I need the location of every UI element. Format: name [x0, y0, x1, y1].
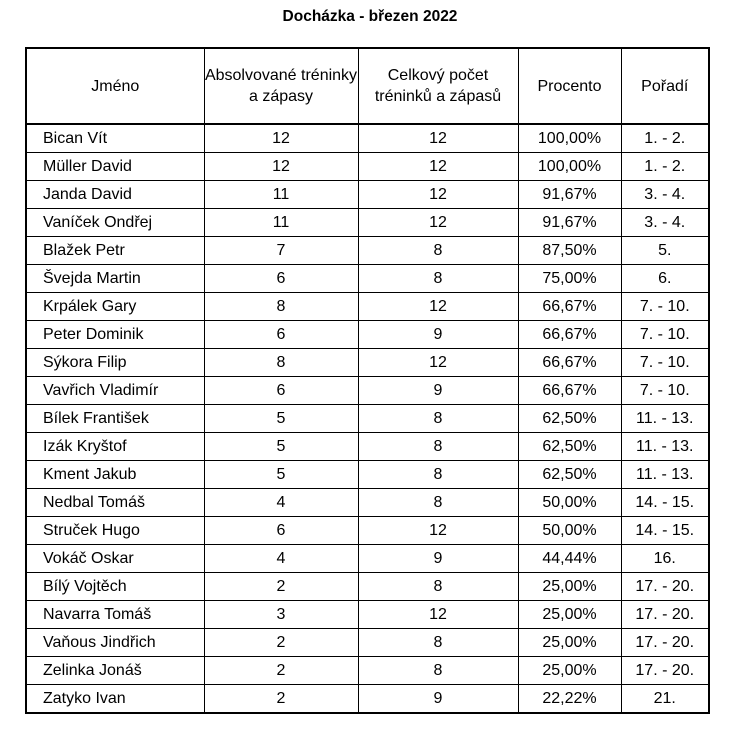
cell-rank: 17. - 20. [621, 629, 709, 657]
table-body [26, 124, 709, 713]
cell-percent: 25,00% [518, 573, 621, 601]
cell-total: 12 [358, 124, 518, 153]
cell-percent: 62,50% [518, 433, 621, 461]
cell-attended: 11 [204, 181, 358, 209]
cell-name: Müller David [26, 153, 204, 181]
page-title: Docházka - březen 2022 [282, 8, 458, 25]
table-row [26, 237, 709, 265]
cell-name: Krpálek Gary [26, 293, 204, 321]
cell-name: Vaňous Jindřich [26, 629, 204, 657]
cell-attended: 12 [204, 124, 358, 153]
header-total: Celkový počet tréninků a zápasů [358, 48, 518, 124]
cell-total: 8 [358, 629, 518, 657]
cell-rank: 7. - 10. [621, 293, 709, 321]
cell-rank: 11. - 13. [621, 433, 709, 461]
cell-total: 8 [358, 433, 518, 461]
cell-percent: 87,50% [518, 237, 621, 265]
cell-rank: 5. [621, 237, 709, 265]
table-row [26, 657, 709, 685]
cell-rank: 11. - 13. [621, 461, 709, 489]
header-attended: Absolvované tréninky a zápasy [204, 48, 358, 124]
cell-percent: 91,67% [518, 209, 621, 237]
cell-name: Sýkora Filip [26, 349, 204, 377]
cell-name: Švejda Martin [26, 265, 204, 293]
table-row [26, 293, 709, 321]
cell-total: 8 [358, 657, 518, 685]
header-percent: Procento [518, 48, 621, 124]
cell-name: Vokáč Oskar [26, 545, 204, 573]
cell-total: 12 [358, 349, 518, 377]
cell-attended: 3 [204, 601, 358, 629]
cell-attended: 8 [204, 349, 358, 377]
table-row [26, 153, 709, 181]
cell-total: 8 [358, 573, 518, 601]
cell-name: Bican Vít [26, 124, 204, 153]
cell-attended: 8 [204, 293, 358, 321]
table-row [26, 265, 709, 293]
cell-name: Struček Hugo [26, 517, 204, 545]
cell-rank: 7. - 10. [621, 321, 709, 349]
cell-attended: 6 [204, 517, 358, 545]
table-row [26, 349, 709, 377]
cell-rank: 3. - 4. [621, 209, 709, 237]
cell-attended: 5 [204, 405, 358, 433]
header-rank: Pořadí [621, 48, 709, 124]
cell-rank: 16. [621, 545, 709, 573]
table-row [26, 209, 709, 237]
cell-name: Kment Jakub [26, 461, 204, 489]
cell-attended: 6 [204, 321, 358, 349]
cell-total: 9 [358, 321, 518, 349]
cell-name: Nedbal Tomáš [26, 489, 204, 517]
cell-total: 12 [358, 209, 518, 237]
table-row [26, 601, 709, 629]
header-row [26, 48, 709, 124]
table-row [26, 517, 709, 545]
cell-total: 9 [358, 545, 518, 573]
cell-total: 8 [358, 237, 518, 265]
cell-attended: 4 [204, 545, 358, 573]
cell-percent: 100,00% [518, 124, 621, 153]
cell-percent: 66,67% [518, 377, 621, 405]
cell-percent: 100,00% [518, 153, 621, 181]
cell-rank: 7. - 10. [621, 349, 709, 377]
cell-rank: 21. [621, 685, 709, 714]
cell-total: 9 [358, 685, 518, 714]
cell-attended: 2 [204, 573, 358, 601]
cell-attended: 6 [204, 265, 358, 293]
cell-name: Peter Dominik [26, 321, 204, 349]
table-row [26, 433, 709, 461]
cell-name: Janda David [26, 181, 204, 209]
cell-total: 9 [358, 377, 518, 405]
cell-percent: 25,00% [518, 601, 621, 629]
cell-total: 12 [358, 601, 518, 629]
cell-rank: 14. - 15. [621, 517, 709, 545]
cell-rank: 7. - 10. [621, 377, 709, 405]
cell-rank: 1. - 2. [621, 153, 709, 181]
cell-rank: 14. - 15. [621, 489, 709, 517]
cell-percent: 66,67% [518, 349, 621, 377]
cell-percent: 44,44% [518, 545, 621, 573]
cell-attended: 7 [204, 237, 358, 265]
cell-name: Blažek Petr [26, 237, 204, 265]
cell-name: Bílek František [26, 405, 204, 433]
table-row [26, 124, 709, 153]
cell-total: 8 [358, 461, 518, 489]
cell-percent: 75,00% [518, 265, 621, 293]
cell-percent: 66,67% [518, 293, 621, 321]
cell-rank: 1. - 2. [621, 124, 709, 153]
cell-name: Izák Kryštof [26, 433, 204, 461]
cell-rank: 6. [621, 265, 709, 293]
table-row [26, 321, 709, 349]
table-row [26, 405, 709, 433]
table-row [26, 629, 709, 657]
cell-percent: 66,67% [518, 321, 621, 349]
cell-total: 8 [358, 489, 518, 517]
cell-attended: 12 [204, 153, 358, 181]
attendance-table [25, 47, 710, 714]
cell-name: Zatyko Ivan [26, 685, 204, 714]
cell-percent: 50,00% [518, 517, 621, 545]
table-row [26, 461, 709, 489]
cell-total: 8 [358, 405, 518, 433]
cell-name: Navarra Tomáš [26, 601, 204, 629]
table-row [26, 489, 709, 517]
cell-rank: 11. - 13. [621, 405, 709, 433]
table-row [26, 377, 709, 405]
cell-total: 12 [358, 153, 518, 181]
cell-attended: 4 [204, 489, 358, 517]
cell-total: 12 [358, 293, 518, 321]
cell-total: 8 [358, 265, 518, 293]
cell-percent: 91,67% [518, 181, 621, 209]
cell-rank: 17. - 20. [621, 573, 709, 601]
cell-name: Bílý Vojtěch [26, 573, 204, 601]
header-name: Jméno [26, 48, 204, 124]
cell-percent: 50,00% [518, 489, 621, 517]
cell-percent: 25,00% [518, 629, 621, 657]
cell-percent: 62,50% [518, 405, 621, 433]
cell-attended: 5 [204, 433, 358, 461]
cell-name: Zelinka Jonáš [26, 657, 204, 685]
cell-percent: 22,22% [518, 685, 621, 714]
cell-rank: 17. - 20. [621, 601, 709, 629]
table-row [26, 573, 709, 601]
table-row [26, 181, 709, 209]
cell-total: 12 [358, 181, 518, 209]
cell-percent: 25,00% [518, 657, 621, 685]
cell-name: Vavřich Vladimír [26, 377, 204, 405]
cell-attended: 5 [204, 461, 358, 489]
cell-attended: 2 [204, 657, 358, 685]
cell-percent: 62,50% [518, 461, 621, 489]
cell-total: 12 [358, 517, 518, 545]
cell-name: Vaníček Ondřej [26, 209, 204, 237]
cell-rank: 17. - 20. [621, 657, 709, 685]
cell-attended: 2 [204, 629, 358, 657]
cell-rank: 3. - 4. [621, 181, 709, 209]
cell-attended: 11 [204, 209, 358, 237]
cell-attended: 6 [204, 377, 358, 405]
table-row [26, 685, 709, 714]
table-row [26, 545, 709, 573]
cell-attended: 2 [204, 685, 358, 714]
